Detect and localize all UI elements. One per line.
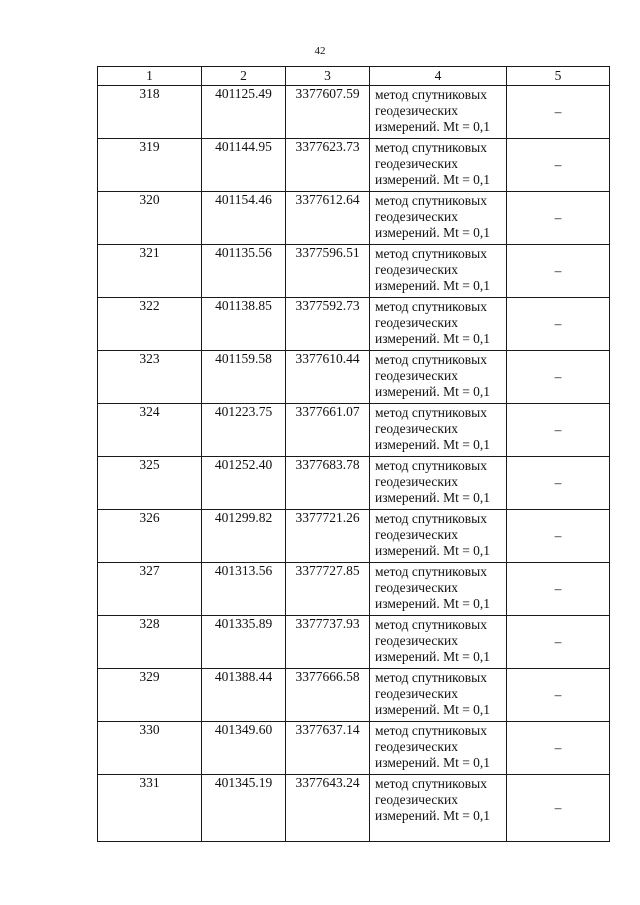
- coordinate-x-cell: 401125.49: [202, 86, 286, 139]
- method-cell: [370, 139, 507, 192]
- coordinate-x-cell: 401252.40: [202, 457, 286, 510]
- page-number: 42: [314, 45, 326, 57]
- coordinate-y-cell: 3377721.26: [286, 510, 370, 563]
- coordinate-x-cell: 401144.95: [202, 139, 286, 192]
- coordinate-y-cell: 3377737.93: [286, 616, 370, 669]
- method-text-line: метод спутниковых: [375, 246, 487, 261]
- method-cell: [370, 510, 507, 563]
- coordinate-x-cell: 401138.85: [202, 298, 286, 351]
- coordinate-x-cell: 401223.75: [202, 404, 286, 457]
- method-cell: [370, 245, 507, 298]
- coordinate-y-cell: 3377661.07: [286, 404, 370, 457]
- column-header: 3: [286, 67, 370, 86]
- column-header: 2: [202, 67, 286, 86]
- method-text-line: геодезических: [375, 209, 458, 224]
- table-row: [98, 616, 610, 669]
- coordinate-y-cell: 3377607.59: [286, 86, 370, 139]
- coordinate-y-cell: 3377592.73: [286, 298, 370, 351]
- point-number-cell: 320: [98, 192, 202, 245]
- column-header: 1: [98, 67, 202, 86]
- method-text-line: измерений. Mt = 0,1: [375, 649, 491, 664]
- point-number-cell: 327: [98, 563, 202, 616]
- method-text-line: геодезических: [375, 527, 458, 542]
- method-text-line: геодезических: [375, 474, 458, 489]
- table-row: [98, 404, 610, 457]
- coordinate-x-cell: 401313.56: [202, 563, 286, 616]
- method-text-line: метод спутниковых: [375, 352, 487, 367]
- method-text-line: геодезических: [375, 633, 458, 648]
- coordinate-y-cell: 3377610.44: [286, 351, 370, 404]
- method-text-line: измерений. Mt = 0,1: [375, 755, 491, 770]
- method-cell: [370, 298, 507, 351]
- method-text-line: метод спутниковых: [375, 776, 487, 791]
- coordinate-x-cell: 401335.89: [202, 616, 286, 669]
- coordinate-y-cell: 3377683.78: [286, 457, 370, 510]
- method-text-line: измерений. Mt = 0,1: [375, 331, 491, 346]
- coordinate-y-cell: 3377612.64: [286, 192, 370, 245]
- point-number-cell: 324: [98, 404, 202, 457]
- coordinate-y-cell: 3377727.85: [286, 563, 370, 616]
- table-row: [98, 351, 610, 404]
- point-number-cell: 331: [98, 775, 202, 842]
- table-row: [98, 139, 610, 192]
- description-cell: –: [507, 298, 610, 351]
- method-text-line: метод спутниковых: [375, 193, 487, 208]
- table-row: [98, 775, 610, 842]
- description-cell: –: [507, 192, 610, 245]
- method-text-line: метод спутниковых: [375, 299, 487, 314]
- method-cell: [370, 775, 507, 842]
- coordinate-y-cell: 3377596.51: [286, 245, 370, 298]
- method-text-line: измерений. Mt = 0,1: [375, 808, 491, 823]
- table-row: [98, 86, 610, 139]
- method-text-line: геодезических: [375, 103, 458, 118]
- coordinate-x-cell: 401349.60: [202, 722, 286, 775]
- coordinate-x-cell: 401299.82: [202, 510, 286, 563]
- point-number-cell: 325: [98, 457, 202, 510]
- method-cell: [370, 192, 507, 245]
- coordinate-x-cell: 401345.19: [202, 775, 286, 842]
- method-text-line: геодезических: [375, 686, 458, 701]
- description-cell: –: [507, 616, 610, 669]
- method-cell: [370, 722, 507, 775]
- method-cell: [370, 86, 507, 139]
- coordinate-x-cell: 401135.56: [202, 245, 286, 298]
- method-text-line: измерений. Mt = 0,1: [375, 596, 491, 611]
- method-text-line: метод спутниковых: [375, 458, 487, 473]
- table-row: [98, 245, 610, 298]
- method-text-line: метод спутниковых: [375, 87, 487, 102]
- coordinate-x-cell: 401388.44: [202, 669, 286, 722]
- point-number-cell: 328: [98, 616, 202, 669]
- method-text-line: метод спутниковых: [375, 511, 487, 526]
- table-row: [98, 563, 610, 616]
- point-number-cell: 322: [98, 298, 202, 351]
- method-cell: [370, 457, 507, 510]
- method-text-line: геодезических: [375, 368, 458, 383]
- description-cell: –: [507, 245, 610, 298]
- method-text-line: измерений. Mt = 0,1: [375, 172, 491, 187]
- method-text-line: геодезических: [375, 156, 458, 171]
- method-cell: [370, 669, 507, 722]
- method-cell: [370, 404, 507, 457]
- coordinate-x-cell: 401154.46: [202, 192, 286, 245]
- coordinate-x-cell: 401159.58: [202, 351, 286, 404]
- point-number-cell: 323: [98, 351, 202, 404]
- method-text-line: измерений. Mt = 0,1: [375, 437, 491, 452]
- method-text-line: геодезических: [375, 262, 458, 277]
- table-row: [98, 669, 610, 722]
- method-text-line: измерений. Mt = 0,1: [375, 225, 491, 240]
- method-text-line: геодезических: [375, 792, 458, 807]
- description-cell: –: [507, 722, 610, 775]
- method-text-line: метод спутниковых: [375, 140, 487, 155]
- table-header-row: [98, 67, 610, 86]
- table-row: [98, 192, 610, 245]
- method-text-line: измерений. Mt = 0,1: [375, 490, 491, 505]
- method-text-line: геодезических: [375, 421, 458, 436]
- point-number-cell: 318: [98, 86, 202, 139]
- table-row: [98, 298, 610, 351]
- method-cell: [370, 616, 507, 669]
- column-header: 5: [507, 67, 610, 86]
- method-text-line: измерений. Mt = 0,1: [375, 702, 491, 717]
- description-cell: –: [507, 669, 610, 722]
- table-row: [98, 722, 610, 775]
- point-number-cell: 329: [98, 669, 202, 722]
- method-text-line: измерений. Mt = 0,1: [375, 119, 491, 134]
- description-cell: –: [507, 563, 610, 616]
- point-number-cell: 326: [98, 510, 202, 563]
- method-cell: [370, 563, 507, 616]
- description-cell: –: [507, 457, 610, 510]
- coordinate-y-cell: 3377623.73: [286, 139, 370, 192]
- point-number-cell: 330: [98, 722, 202, 775]
- method-text-line: геодезических: [375, 580, 458, 595]
- coordinates-table: [97, 66, 610, 842]
- method-text-line: метод спутниковых: [375, 405, 487, 420]
- coordinate-y-cell: 3377643.24: [286, 775, 370, 842]
- point-number-cell: 319: [98, 139, 202, 192]
- method-text-line: измерений. Mt = 0,1: [375, 543, 491, 558]
- coordinate-y-cell: 3377666.58: [286, 669, 370, 722]
- description-cell: –: [507, 351, 610, 404]
- method-cell: [370, 351, 507, 404]
- description-cell: –: [507, 86, 610, 139]
- method-text-line: метод спутниковых: [375, 564, 487, 579]
- description-cell: –: [507, 775, 610, 842]
- method-text-line: измерений. Mt = 0,1: [375, 384, 491, 399]
- coordinate-y-cell: 3377637.14: [286, 722, 370, 775]
- table-row: [98, 457, 610, 510]
- method-text-line: метод спутниковых: [375, 670, 487, 685]
- method-text-line: метод спутниковых: [375, 723, 487, 738]
- description-cell: –: [507, 510, 610, 563]
- method-text-line: измерений. Mt = 0,1: [375, 278, 491, 293]
- method-text-line: геодезических: [375, 315, 458, 330]
- method-text-line: метод спутниковых: [375, 617, 487, 632]
- table-row: [98, 510, 610, 563]
- description-cell: –: [507, 404, 610, 457]
- description-cell: –: [507, 139, 610, 192]
- point-number-cell: 321: [98, 245, 202, 298]
- column-header: 4: [370, 67, 507, 86]
- method-text-line: геодезических: [375, 739, 458, 754]
- table-body: [98, 86, 610, 842]
